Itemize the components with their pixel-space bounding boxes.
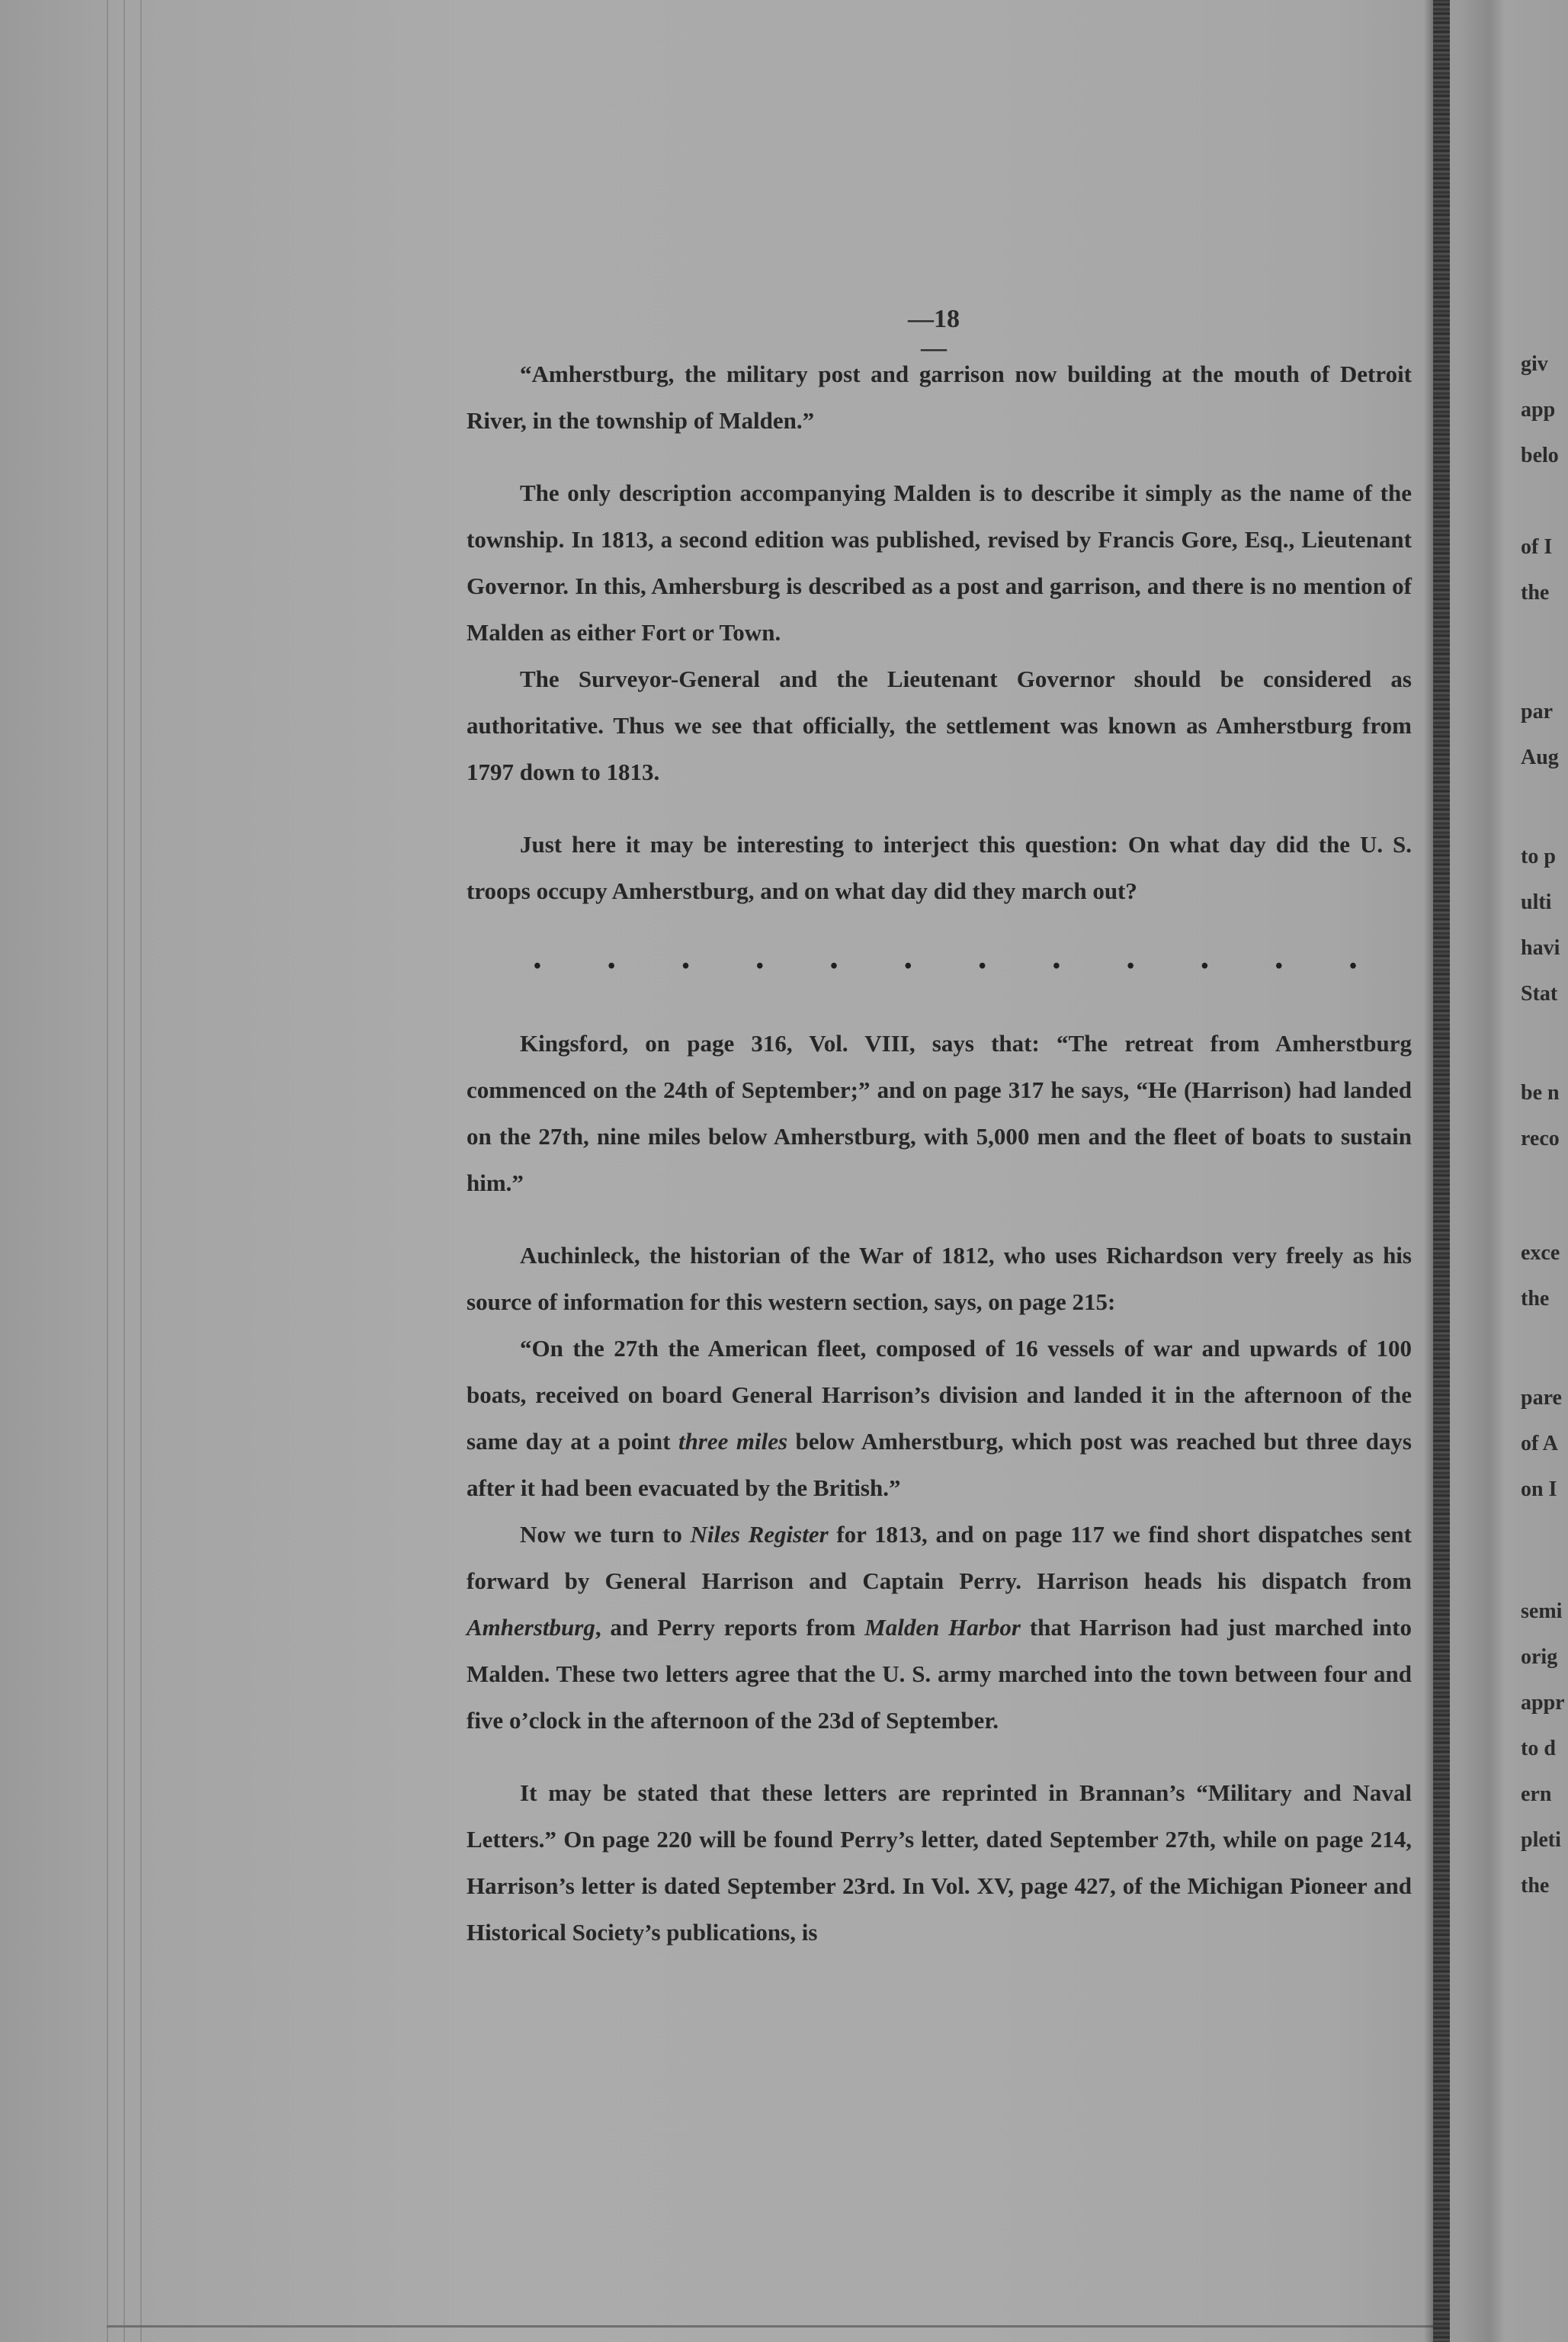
facing-page-fragment: the xyxy=(1521,581,1550,605)
paragraph-quote-fleet: “On the 27th the American fleet, composed of 16 vessels of war and upwards of 100 boats, received on board General Harrison’s division and landed it in the afternoon of the same day at a point three miles below Amherstburg, which post was reached but three days after it had been evacuated by the British.” xyxy=(467,1335,1412,1501)
separator-dot: • xyxy=(1201,954,1209,978)
emphasis-niles-register: Niles Register xyxy=(690,1521,829,1548)
facing-page-fragment: belo xyxy=(1521,444,1559,467)
facing-page-fragment: to d xyxy=(1521,1737,1556,1760)
separator-dot: • xyxy=(978,954,986,978)
separator-dot: • xyxy=(904,954,912,978)
facing-page-fragment: reco xyxy=(1521,1127,1560,1150)
facing-page-fragment: Aug xyxy=(1521,746,1559,769)
page-edge-line xyxy=(107,0,108,2342)
separator-dot: • xyxy=(755,954,764,978)
facing-page-fragment: giv xyxy=(1521,352,1548,376)
paragraph-description: The only description accompanying Malden is to describe it simply as the name of the township. In 1813, a second edition was published, revised by Francis Gore, Esq., Lieutenant Governor. In this, Amhersburg is described as a post and garrison, and there is no mention of Malden as either Fort or Town. xyxy=(467,480,1412,646)
emphasis-amherstburg: Amherstburg xyxy=(467,1614,595,1641)
facing-page-fragment: par xyxy=(1521,700,1553,723)
book-spine xyxy=(1433,0,1450,2342)
facing-page-fragment: ulti xyxy=(1521,890,1552,914)
emphasis-three-miles: three miles xyxy=(678,1428,788,1455)
paragraph-surveyor: The Surveyor-General and the Lieutenant Governor should be considered as authoritative. Thus we see that officially, the settlement was known as Amherstburg from 1797 down to 1813. xyxy=(467,666,1412,785)
paragraph-auchinleck: Auchinleck, the historian of the War of 1812, who uses Richardson very freely as his source of information for this western section, says, on page 215: xyxy=(467,1242,1412,1315)
paragraph-kingsford: Kingsford, on page 316, Vol. VIII, says that: “The retreat from Amherstburg commenced on the 24th of September;” and on page 317 he says, “He (Harrison) had landed on the 27th, nine miles below Amherstburg, with 5,000 men and the fleet of boats to sustain him.” xyxy=(467,1030,1412,1196)
separator-dot: • xyxy=(608,954,616,978)
facing-page-fragment: appr xyxy=(1521,1691,1565,1715)
separator-dot: • xyxy=(1127,954,1135,978)
section-separator xyxy=(534,943,1357,990)
paragraph-niles: Now we turn to Niles Register for 1813, and on page 117 we find short dispatches sent forward by General Harrison and Captain Perry. Harrison heads his dispatch from Amherstburg, and Perry reports from Malden Harbor that Harrison had just marched into Malden. These two letters agree that the U. S. army marched into the town between four and five o’clock in the afternoon of the 23d of September. xyxy=(467,1521,1412,1734)
separator-dot: • xyxy=(1275,954,1283,978)
page-edge-line xyxy=(140,0,142,2342)
facing-page-fragment: to p xyxy=(1521,845,1556,868)
page-bottom-edge xyxy=(107,2325,1448,2328)
facing-page-fragment: of I xyxy=(1521,535,1553,559)
separator-dot: • xyxy=(1349,954,1357,978)
separator-dot: • xyxy=(534,954,541,978)
facing-page-fragment: orig xyxy=(1521,1645,1558,1669)
page-edge-line xyxy=(123,0,125,2342)
facing-page-fragment: ern xyxy=(1521,1782,1552,1806)
binding-shadow xyxy=(1424,0,1433,2342)
paragraph-question: Just here it may be interesting to interject this question: On what day did the U. S. troops occupy Amherstburg, and on what day did they march out? xyxy=(467,831,1412,904)
page-number: —18— xyxy=(908,305,960,362)
text-column xyxy=(467,351,1412,1955)
facing-page-fragment: pare xyxy=(1521,1386,1562,1410)
emphasis-malden-harbor: Malden Harbor xyxy=(864,1614,1021,1641)
facing-page-fragment: pleti xyxy=(1521,1828,1561,1852)
facing-page-fragment: app xyxy=(1521,398,1556,422)
separator-dot: • xyxy=(830,954,838,978)
paragraph-brannan: It may be stated that these letters are reprinted in Brannan’s “Military and Naval Letters.” On page 220 will be found Perry’s letter, dated September 27th, while on page 214, Harrison’s letter is dated September 23rd. In Vol. XV, page 427, of the Michigan Pioneer and Historical Society’s publications, is xyxy=(467,1779,1412,1946)
separator-dot: • xyxy=(681,954,690,978)
facing-page-fragment: Stat xyxy=(1521,982,1558,1006)
facing-page-fragment: havi xyxy=(1521,936,1560,960)
facing-page-fragment: semi xyxy=(1521,1599,1563,1623)
facing-page-fragment: on I xyxy=(1521,1477,1557,1501)
paragraph-quote-amherstburg: “Amherstburg, the military post and garrison now building at the mouth of Detroit River, in the township of Malden.” xyxy=(467,361,1412,434)
facing-page-fragment: the xyxy=(1521,1874,1550,1898)
facing-page-fragment: the xyxy=(1521,1287,1550,1311)
facing-page-fragment: of A xyxy=(1521,1432,1558,1455)
separator-dot: • xyxy=(1052,954,1060,978)
facing-page-fragment: be n xyxy=(1521,1081,1560,1105)
facing-page-fragment: exce xyxy=(1521,1241,1560,1265)
